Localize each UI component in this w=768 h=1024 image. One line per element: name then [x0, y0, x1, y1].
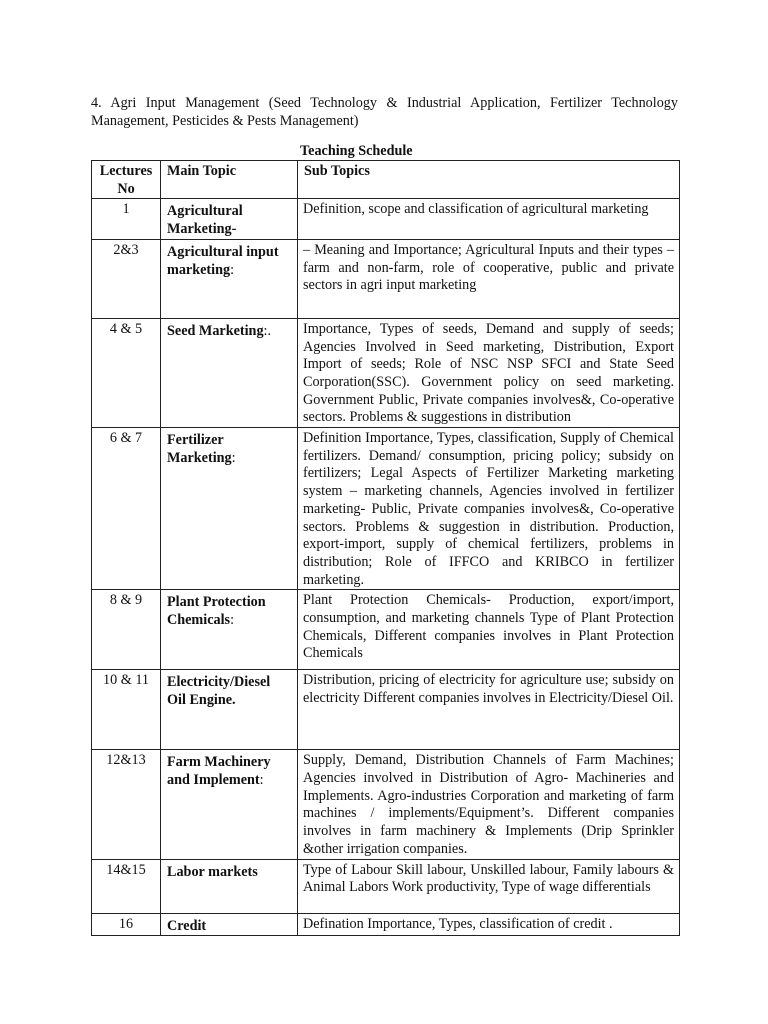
sub-topics: Importance, Types of seeds, Demand and supply of seeds; Agencies Involved in Seed marketing, Distribution, Export Import of seeds; Role of NSC NSP SFCI and State Seed Corporation(SSC). Government policy on seed marketing. Government Public, Private companies involves&, Co-operative sectors. Problems & suggestions in distribution: [298, 318, 680, 427]
main-topic-cell: [161, 239, 298, 318]
main-topic-suffix: :: [230, 261, 235, 278]
sub-topics: Definition, scope and classification of agricultural marketing: [298, 199, 680, 239]
sub-topics: Distribution, pricing of electricity for agriculture use; subsidy on electricity Different companies involves in Electricity/Diesel Oil.: [298, 670, 680, 750]
main-topic: Agricultural input marketing: [167, 243, 279, 278]
table-row: [92, 670, 680, 750]
main-topic: Credit: [167, 917, 207, 934]
table-row: [92, 913, 680, 936]
course-heading: 4. Agri Input Management (Seed Technology & Industrial Application, Fertilizer Technology Management, Pesticides & Pests Management): [91, 95, 678, 129]
teaching-schedule-table: [91, 160, 680, 936]
main-topic-suffix: :.: [263, 322, 272, 339]
main-topic: Seed Marketing: [167, 322, 264, 339]
main-topic-cell: [161, 428, 298, 590]
main-topic-cell: [161, 318, 298, 427]
lecture-number: 10 & 11: [92, 670, 161, 750]
main-topic: Agricultural Marketing-: [167, 203, 243, 238]
lecture-number: 4 & 5: [92, 318, 161, 427]
sub-topics: Definition Importance, Types, classification, Supply of Chemical fertilizers. Demand/ consumption, pricing policy; subsidy on fertilizers; Legal Aspects of Fertilizer Marketing marketing system – marketing channels, Agencies involved in fertilizer marketing- Public, Private companies involves&, Co-operative sectors. Problems & suggestion in distribution. Production, export-import, supply of chemical fertilizers, problems in distribution; Role of IFFCO and KRIBCO in fertilizer marketing.: [298, 428, 680, 590]
header-lecture-no: Lectures No: [92, 161, 161, 199]
lecture-number: 16: [92, 913, 161, 936]
main-topic-suffix: :: [231, 449, 236, 466]
sub-topics: Plant Protection Chemicals- Production, export/import, consumption, and marketing channels Type of Plant Protection Chemicals, Different companies involves in Plant Protection Chemicals: [298, 590, 680, 670]
lecture-number: 8 & 9: [92, 590, 161, 670]
main-topic-cell: [161, 913, 298, 936]
main-topic-suffix: :: [230, 612, 235, 629]
table-row: [92, 590, 680, 670]
table-row: [92, 428, 680, 590]
table-row: [92, 859, 680, 913]
table-caption: Teaching Schedule: [300, 143, 413, 159]
main-topic-cell: [161, 199, 298, 239]
lecture-number: 12&13: [92, 750, 161, 859]
main-topic: Electricity/Diesel Oil Engine.: [167, 674, 271, 709]
main-topic-cell: [161, 590, 298, 670]
table-row: [92, 239, 680, 318]
header-sub-topics: Sub Topics: [298, 161, 680, 199]
sub-topics: – Meaning and Importance; Agricultural Inputs and their types – farm and non-farm, role of cooperative, public and private sectors in agri input marketing: [298, 239, 680, 318]
table-header-row: [92, 161, 680, 199]
lecture-number: 1: [92, 199, 161, 239]
main-topic: Farm Machinery and Implement: [167, 754, 271, 789]
table-row: [92, 199, 680, 239]
main-topic-cell: [161, 750, 298, 859]
lecture-number: 6 & 7: [92, 428, 161, 590]
lecture-number: 2&3: [92, 239, 161, 318]
main-topic: Plant Protection Chemicals: [167, 594, 266, 629]
table-row: [92, 318, 680, 427]
main-topic-cell: [161, 670, 298, 750]
table-row: [92, 750, 680, 859]
main-topic: Fertilizer Marketing: [167, 432, 232, 466]
main-topic-suffix: :: [259, 772, 264, 789]
sub-topics: Type of Labour Skill labour, Unskilled labour, Family labours & Animal Labors Work productivity, Type of wage differentials: [298, 859, 680, 913]
header-main-topic: Main Topic: [161, 161, 298, 199]
main-topic-cell: [161, 859, 298, 913]
sub-topics: Defination Importance, Types, classification of credit .: [298, 913, 680, 936]
lecture-number: 14&15: [92, 859, 161, 913]
main-topic: Labor markets: [167, 863, 258, 880]
sub-topics: Supply, Demand, Distribution Channels of Farm Machines; Agencies involved in Distribution of Agro- Machineries and Implements. Agro-industries Corporation and marketing of farm machines / implements/Equipment’s. Different companies involves in farm machinery & Implements (Drip Sprinkler &other irrigation companies.: [298, 750, 680, 859]
